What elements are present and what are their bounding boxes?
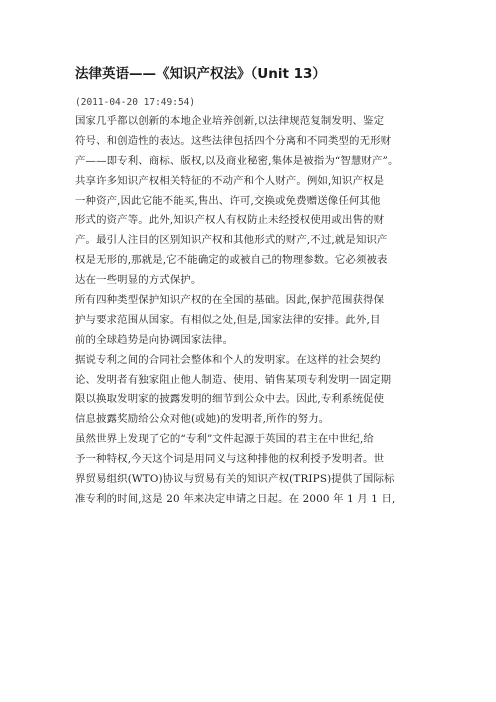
post-date: (2011-04-20 17:49:54) (75, 97, 196, 108)
body-line: 国家几乎都以创新的本地企业培养创新,以法律规范复制发明、鉴定 (75, 115, 385, 127)
body-line: 一种资产,因此它能不能买,售出、许可,交换或免费赠送像任何其他 (75, 194, 381, 207)
body-line: 据说专利之间的合同社会整体和个人的发明家。在这样的社会契约 (75, 353, 381, 366)
body-line: 形式的资产等。此外,知识产权人有权防止未经授权使用或出售的财 (75, 214, 385, 227)
body-line: 信息披露奖励给公众对他(或她)的发明者,所作的努力。 (75, 413, 330, 426)
body-line: 准专利的时间,这是 20 年来决定申请之日起。在 2000 年 1 月 1 日, (75, 492, 396, 505)
body-line: 权是无形的,那就是,它不能确定的或被自己的物理参数。它必须被表 (75, 254, 388, 267)
body-line: 共享许多知识产权相关特征的不动产和个人财产。例如,知识产权是 (75, 174, 385, 187)
article-body (75, 112, 425, 510)
body-line: 予一种特权,今天这个词是用同义与这种排他的权利授予发明者。世 (75, 453, 385, 466)
body-line: 限以换取发明家的披露发明的细节到公众中去。因此,专利系统促使 (75, 393, 385, 406)
body-line: 护与要求范围从国家。有相似之处,但是,国家法律的安排。此外,目 (75, 313, 381, 326)
body-line: 产。最引人注目的区别知识产权和其他形式的财产,不过,就是知识产 (75, 234, 388, 247)
body-line: 达在一些明显的方式保护。 (75, 274, 202, 287)
body-line: 论、发明者有独家阻止他人制造、使用、销售某项专利发明一固定期 (75, 373, 392, 386)
body-line: 虽然世界上发现了它的“专利”文件起源于英国的君主在中世纪,给 (75, 433, 374, 446)
body-line: 产——即专利、商标、版权,以及商业秘密,集体是被指为“智慧财产”。 (75, 154, 399, 167)
body-line: 符号、和创造性的表达。这些法律包括四个分离和不同类型的无形财 (75, 134, 392, 147)
body-line: 前的全球趋势是向协调国家法律。 (75, 333, 234, 346)
body-line: 所有四种类型保护知识产权的在全国的基础。因此,保护范围获得保 (75, 294, 385, 307)
page-title: 法律英语——《知识产权法》（Unit 13） (75, 66, 326, 82)
body-line: 界贸易组织(WTO)协议与贸易有关的知识产权(TRIPS)提供了国际标 (75, 473, 395, 486)
